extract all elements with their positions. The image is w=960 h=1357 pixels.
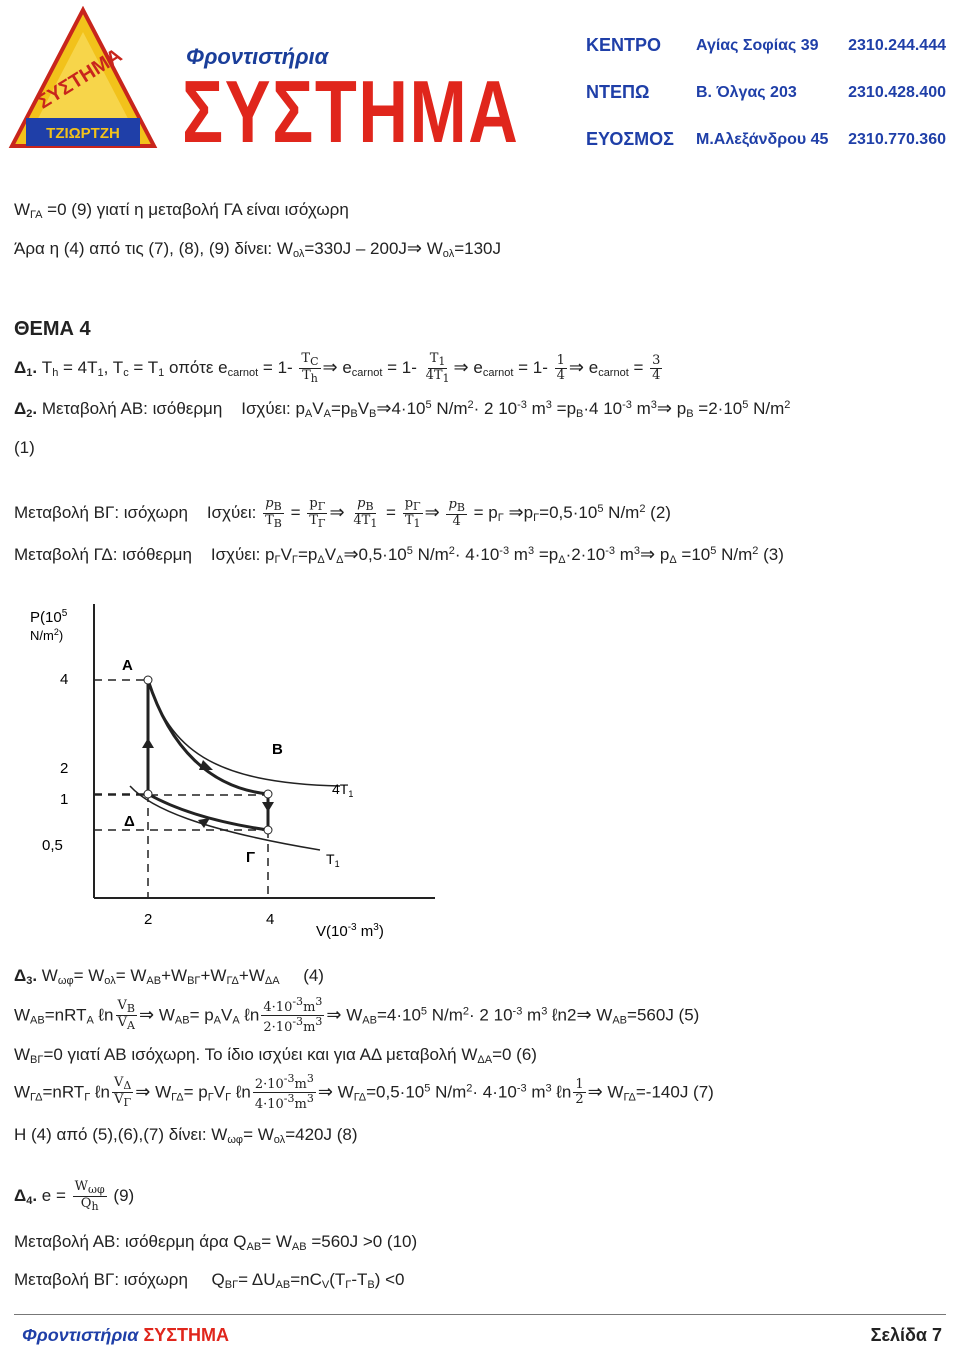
text-line-wga: $W_{\Gamma A} =0$ (9) γιατί η μεταβολή ΓΑ είναι ισόχωρη [14,200,349,221]
text-line-wgd: $W_{\Gamma\Delta}=nRT_\Gamma$ ℓn $\frac{V_\Delta}{V_\Gamma}$ ⇒ $W_{\Gamma\Delta}= p_\Gamma V_\Gamma$ ℓn $\frac{2\cdot 10^{-3}m^3}{4\cdot 10^{-3}m^3}$ ⇒ $W_{\Gamma\Delta}=0,5\cdot 10^5$ $N/m^2\cdot 4\cdot 10^{-3}$ $m^3$ ℓn $\frac{1}{2}$ ⇒ $W_{\Gamma\Delta}=-140J$ (7) [14,1072,714,1113]
contact-phone: 2310.244.444 [848,36,946,54]
contact-row [586,22,946,69]
section-title: ΘΕΜΑ 4 [14,318,91,340]
text-line-eq1: (1) [14,438,35,457]
isotherm-hot [148,680,340,786]
contact-address: Β. Όλγας 203 [696,83,797,101]
contact-phone: 2310.428.400 [848,83,946,101]
page-number: Σελίδα 7 [870,1325,942,1345]
point-b [264,790,272,798]
point-label-b: B [272,741,283,758]
svg-text:ΣΥΣΤΗΜΑ: ΣΥΣΤΗΜΑ [33,44,126,114]
text-line-d4: $\Delta_4$. e = $\frac{W_{\omega\varphi}}{Q_h}$ (9) [14,1179,135,1214]
y-axis-label: $P(10^5$ [30,608,68,626]
arrow-bg [262,802,274,812]
x-tick: 4 [266,911,275,928]
point-a [144,676,152,684]
y-axis-unit: $N/m^2$) [30,627,64,643]
footer-brand-name: ΣΥΣΤΗΜΑ [143,1325,230,1345]
brand-title: ΣΥΣΤΗΜΑ [182,62,520,161]
isotherm-cold-label: $T_1$ [326,851,340,869]
contact-city: ΕΥΟΣΜΟΣ [586,129,674,149]
contact-row [586,116,946,163]
text-line-d2: $\Delta_2$. Μεταβολή ΑΒ: ισόθερμη Ισχύει: $p_AV_A=p_BV_B\Rightarrow 4\cdot 10^5$ $N/m^2\cdot 2$ $10^{-3}$ $m^3 =p_B\cdot 4$ $10^{-3}$ $m^3\Rightarrow$ $p_B =2\cdot 10^5$ $N/m^2$ [14,398,791,420]
isotherm-hot-label: $4T_1$ [332,781,354,799]
logo-badge [8,6,158,156]
contact-city: ΝΤΕΠΩ [586,82,650,102]
text-line-qab: Μεταβολή ΑΒ: ισόθερμη άρα $Q_{AB}= W_{AB} =560J >0$ (10) [14,1232,418,1253]
contact-city: ΚΕΝΤΡΟ [586,35,662,55]
point-label-g: Γ [246,849,256,866]
y-tick: 2 [60,760,69,777]
text-line-d3: $\Delta_3$. $W_{\omega\varphi}= W_{o\lambda}= W_{AB}+W_{B\Gamma}+W_{\Gamma\Delta}+W_{\Delta A}$ (4) [14,966,324,987]
contact-address: Μ.Αλεξάνδρου 45 [696,130,829,148]
text-line-qbg: Μεταβολή ΒΓ: ισόχωρη $Q_{B\Gamma}= \Delta U_{AB}=nC_V(T_\Gamma-T_B) <0$ [14,1270,405,1291]
footer-brand-prefix: Φροντιστήρια [22,1325,139,1345]
pv-diagram [20,598,440,948]
text-line-bg: Μεταβολή ΒΓ: ισόχωρη Ισχύει: $\frac{p_B}{T_B}$ = $\frac{p_\Gamma}{T_\Gamma}$ ⇒ $\frac{p_B}{4T_1}$ = $\frac{p_\Gamma}{T_1}$ ⇒ $\frac{p_B}{4}$ = $p_\Gamma$ $\Rightarrow p_\Gamma=0,5\cdot 10^5$ $N/m^2$ (2) [14,496,671,531]
footer-divider [14,1314,946,1315]
text-line-wab: $W_{AB}=nRT_A$ ℓn $\frac{V_B}{V_A}$ ⇒ $W_{AB}= p_AV_A$ ℓn $\frac{4\cdot 10^{-3}m^3}{2\cdot 10^{-3}m^3}$ ⇒ $W_{AB}=4\cdot 10^5$ $N/m^2\cdot 2$ $10^{-3}$ $m^3$ ℓn2⇒ $W_{AB}=560J$ (5) [14,995,700,1036]
brand-small-title: Φροντιστήρια [186,44,329,69]
y-tick: 0,5 [42,837,63,854]
footer-brand [22,1325,229,1346]
y-tick: 4 [60,671,69,688]
point-d [144,790,152,798]
x-axis-label: $V(10^{-3}$ $m^3$) [316,922,384,940]
contact-table [586,22,946,163]
text-line-total-work: Άρα η (4) από τις (7), (8), (9) δίνει: $W_{o\lambda}=330J$ – 200J⇒ $W_{o\lambda}=130J$ [14,238,502,260]
point-label-a: A [122,657,133,674]
arrow-da [142,738,154,748]
svg-text:ΤΖΙΩΡΤΖΗ: ΤΖΙΩΡΤΖΗ [46,125,120,142]
text-line-gd: Μεταβολή ΓΔ: ισόθερμη Ισχύει: $p_\Gamma V_\Gamma=p_\Delta V_\Delta\Rightarrow 0,5\cdot 10^5$ $N/m^2\cdot 4\cdot 10^{-3}$ $m^3 =p_\Delta\cdot 2\cdot 10^{-3}$ $m^3\Rightarrow$ $p_\Delta =10^5$ $N/m^2$ (3) [14,544,784,566]
point-label-d: Δ [124,813,135,830]
contact-phone: 2310.770.360 [848,130,946,148]
process-ab [148,680,268,794]
point-g [264,826,272,834]
text-line-d1: $\Delta_1$. $T_h = 4T_1$, $T_c = T_1$ οπότε $e_{carnot} = 1-$ $\frac{T_C}{T_h}$ ⇒ $e_{carnot} = 1-$ $\frac{T_1}{4T_1}$ ⇒ $e_{carnot} = 1-$ $\frac{1}{4}$ ⇒ $e_{carnot}$ = $\frac{3}{4}$ [14,351,661,386]
contact-address: Αγίας Σοφίας 39 [696,36,819,54]
x-tick: 2 [144,911,153,928]
contact-row [586,69,946,116]
text-line-total: Η (4) από (5),(6),(7) δίνει: $W_{\omega\varphi}= W_{o\lambda}=420J$ (8) [14,1125,358,1146]
y-tick: 1 [60,791,69,808]
text-line-wbg: $W_{B\Gamma}=0$ γιατί ΑΒ ισόχωρη. Το ίδιο ισχύει και για ΑΔ μεταβολή $W_{\Delta A}=0$ (6) [14,1045,537,1066]
